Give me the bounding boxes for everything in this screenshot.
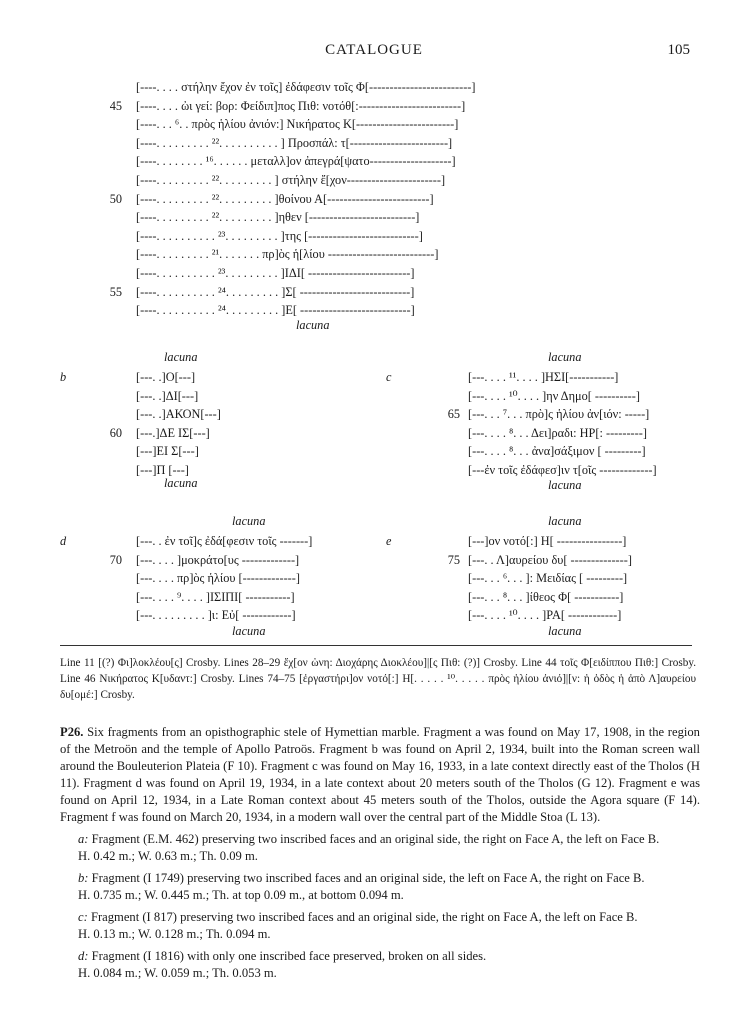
lacuna-caption: lacuna	[164, 350, 198, 364]
fragment-dimensions: H. 0.084 m.; W. 0.059 m.; Th. 0.053 m.	[78, 966, 277, 980]
entry-id: P26.	[60, 725, 84, 739]
fragment-label-b: b	[60, 370, 67, 384]
inscription-line: [---]ον νοτό[:] Η[ ----------------]	[468, 534, 627, 548]
fragment-dimensions: H. 0.42 m.; W. 0.63 m.; Th. 0.09 m.	[78, 849, 258, 863]
line-number: 70	[109, 552, 122, 567]
page-number: 105	[667, 42, 690, 58]
fragment-description-text: Fragment (E.M. 462) preserving two inscribed faces and an original side, the right on Face A, the left on Face B.	[88, 832, 660, 846]
fragment-dimensions: H. 0.735 m.; W. 0.445 m.; Th. at top 0.09 m., at bottom 0.094 m.	[78, 888, 404, 902]
inscription-line: [---. . . . . . . . . ]ι: Εὐ[ ------------]	[136, 608, 296, 623]
inscription-line: [----. . . . ὠι γεί: βορ: Φείδιπ]πος Πιθ: νοτόθ[:-------------------------]	[136, 98, 466, 113]
inscription-line: [----. . . . στήλην ἔχον ἐν τοῖς] ἐδάφεσιν τοῖς Φ[-------------------------]	[136, 80, 476, 94]
inscription-line: [---. .]ΑΚΟΝ[---]	[136, 407, 221, 422]
lacuna-caption: lacuna	[164, 476, 198, 490]
notes-divider	[60, 645, 692, 646]
inscription-line: [----. . . . . . . . . ²². . . . . . . . . ]θοίνου Α[-------------------------]	[136, 191, 434, 206]
inscription-line: [---.]ΔΕ ΙΣ[---]	[136, 425, 210, 440]
inscription-line: [---. . . . ⁸. . . Δει]ραδι: ΗΡ[: ---------]	[468, 425, 647, 440]
inscription-line: [----. . . . . . . . . ²¹. . . . . . . πρ]ὸς ἡ[λίου --------------------------]	[136, 247, 439, 262]
lacuna-caption: lacuna	[232, 514, 266, 528]
inscription-line: [---. . . ⁷. . . πρὸ]ς ἡλίου ἀν[ιόν: -----]	[468, 407, 650, 422]
fragment-description	[60, 948, 700, 982]
inscription-line: [---. . . . ⁸. . . ἀνα]σάξιμον [ ---------]	[468, 444, 646, 459]
catalogue-entry	[60, 724, 700, 987]
inscription-line: [----. . . ⁶. . πρὸς ἡλίου ἀνιόν:] Νικήρατος Κ[------------------------]	[136, 117, 459, 132]
inscription-line: [----. . . . . . . . . . ²³. . . . . . . . . ]ΙΔΙ[ -------------------------]	[136, 266, 415, 280]
fragment-label-c: c	[386, 370, 392, 384]
inscription-line: [---ἐν τοῖς ἐδάφεσ]ιν τ[οῖς -------------]	[468, 463, 657, 477]
fragment-description-text: Fragment (I 817) preserving two inscribed faces and an original side, the right on Face A, the left on Face B.	[87, 910, 638, 924]
fragment-description-text: Fragment (I 1816) with only one inscribed face preserved, broken on all sides.	[88, 949, 487, 963]
fragment-description	[60, 909, 700, 943]
inscription-line: [----. . . . . . . . . . ²⁴. . . . . . . . . ]Σ[ ---------------------------]	[136, 284, 415, 299]
inscription-line: [---]ΕΙ Σ[---]	[136, 444, 199, 459]
page-title: CATALOGUE	[325, 42, 423, 58]
lacuna-caption: lacuna	[296, 318, 330, 332]
fragment-description-text: Fragment (I 1749) preserving two inscribed faces and an original side, the left on Face A, the right on Face B.	[88, 871, 645, 885]
inscription-line: [---]Π [---]	[136, 463, 189, 477]
inscription-line: [---. . . . ¹¹. . . . ]ΗΣΙ[-----------]	[468, 370, 619, 384]
fragment-description	[60, 870, 700, 904]
inscription-line: [---. . . . πρ]ὸς ἡλίου [-------------]	[136, 571, 300, 586]
inscription-line: [---. . . . ⁹. . . . ]ΙΣΙΠΙ[ -----------]	[136, 589, 295, 604]
lacuna-caption: lacuna	[548, 514, 582, 528]
inscription-line: [---. .]ΔΙ[---]	[136, 388, 199, 403]
apparatus-notes	[60, 655, 696, 703]
fragment-description-label: c:	[78, 910, 88, 924]
inscription-line: [---. . ἐν τοῖ]ς ἐδά[φεσιν τοῖς -------]	[136, 534, 313, 548]
fragment-description-label: b:	[78, 871, 89, 885]
apparatus-text: Line 11 [(?) Φι]λοκλέου[ς] Crosby. Lines 28–29 ἔχ[ον ὠνη: Διοχάρης Διοκλέου]|[ς Πιθ: (?)] Crosby. Line 44 τοῖς Φ[ειδίππου Πιθ:] Crosby. Line 46 Νικήρατος Κ[υδαντ:] Crosby. Lines 74–75 [ἐργαστήρι]ον νοτό[:] Η[. . . . . ¹⁰. . . . . πρὸς ἡλίου ἀνιό]|[ν: ἡ ὁδὸς ἡ ἀπὸ Λ]αυρείου δυ[ομέ:] Crosby.	[60, 657, 696, 701]
inscription-line: [----. . . . . . . . . . ²³. . . . . . . . . ]της [---------------------------]	[136, 228, 423, 243]
inscription-line: [---. . . ⁶. . . ]: Μειδίας [ ---------]	[468, 571, 628, 586]
fragment-dimensions: H. 0.13 m.; W. 0.128 m.; Th. 0.094 m.	[78, 927, 271, 941]
inscription-line: [---. .]Ο[---]	[136, 370, 196, 384]
fragment-label-e: e	[386, 534, 392, 548]
line-number: 50	[109, 191, 122, 206]
inscription-line: [----. . . . . . . . . ²². . . . . . . . . ]ηθεν [--------------------------]	[136, 210, 420, 225]
fragment-label-d: d	[60, 534, 67, 548]
line-number: 65	[447, 407, 460, 422]
line-number: 60	[109, 425, 122, 440]
lacuna-caption: lacuna	[548, 624, 582, 638]
entry-intro	[60, 724, 700, 826]
fragment-description-label: d:	[78, 949, 89, 963]
inscription-line: [---. . Λ]αυρείου δυ[ --------------]	[468, 552, 632, 567]
lacuna-caption: lacuna	[232, 624, 266, 638]
lacuna-caption: lacuna	[548, 478, 582, 492]
inscription-line: [----. . . . . . . . . ²². . . . . . . . . ] στήλην ἔ[χον-----------------------]	[136, 173, 446, 187]
fragment-description	[60, 831, 700, 865]
inscription-line: [---. . . . ¹⁰. . . . ]ην Δημο[ ----------]	[468, 388, 640, 403]
entry-intro-text: Six fragments from an opisthographic stele of Hymettian marble. Fragment a was found on May 17, 1908, in the region of the Metroön and the temple of Apollo Patroös. Fragment b was found on April 2, 1934, built into the Roman screen wall around the Bouleuterion Plateia (F 10). Fragment c was found on May 16, 1933, in a late context directly east of the Tholos (H 11). Fragment d was found on April 19, 1934, in a late context about 20 meters south of the Tholos (G 12). Fragment e was found on April 12, 1934, in a Late Roman context about 45 meters south of the Tholos, outside the Agora square (F 14). Fragment f was found on March 20, 1934, in a modern wall over the central part of the Middle Stoa (L 13).	[60, 725, 700, 824]
line-number: 75	[447, 552, 460, 567]
fragment-descriptions	[60, 831, 700, 982]
running-head	[0, 42, 748, 62]
inscription-line: [----. . . . . . . . . ²². . . . . . . . . . ] Προσπάλ: τ[------------------------]	[136, 135, 453, 150]
line-number: 55	[109, 284, 122, 299]
line-number: 45	[109, 98, 122, 113]
lacuna-caption: lacuna	[548, 350, 582, 364]
fragment-description-label: a:	[78, 832, 89, 846]
inscription-line: [---. . . ⁸. . . ]ίθεος Φ[ -----------]	[468, 589, 624, 604]
inscription-line: [----. . . . . . . . ¹⁶. . . . . . μεταλλ]ον ἀπεγρά[ψατο--------------------]	[136, 154, 456, 169]
inscription-line: [---. . . . ¹⁰. . . . ]ΡΑ[ ------------]	[468, 608, 622, 623]
inscription-line: [----. . . . . . . . . . ²⁴. . . . . . . . . ]Ε[ ---------------------------]	[136, 303, 415, 318]
inscription-line: [---. . . . ]μοκράτο[υς -------------]	[136, 552, 300, 567]
